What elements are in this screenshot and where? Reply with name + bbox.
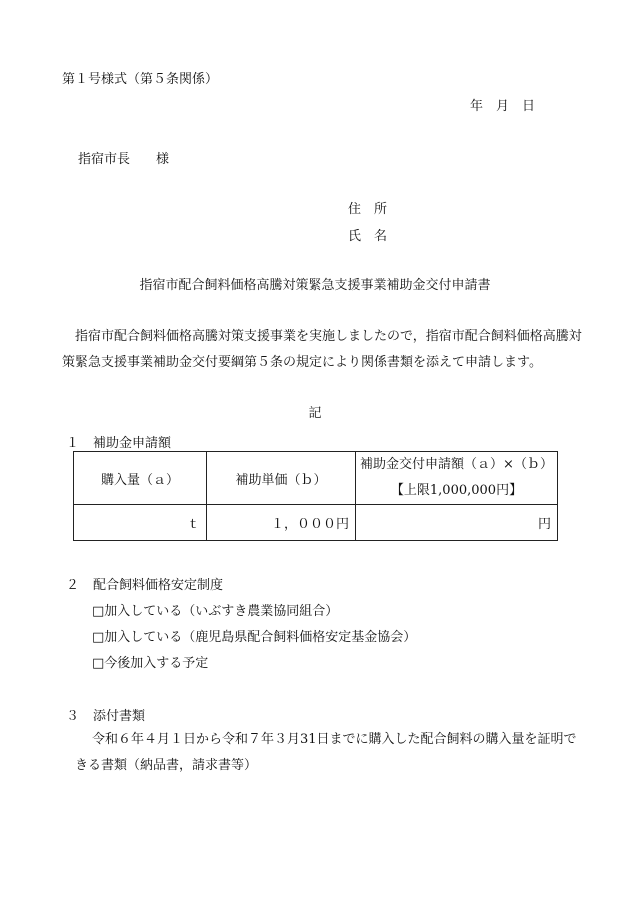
- address-label: 住 所: [348, 202, 388, 217]
- option-plan-to-join[interactable]: □今後加入する予定: [92, 656, 209, 671]
- section2-number: ２: [66, 578, 80, 593]
- section3-heading: [66, 705, 145, 724]
- date-line: 年 月 日: [470, 99, 536, 114]
- header-unit-price: 補助単価（ｂ）: [207, 452, 356, 505]
- body-paragraph-text: 指宿市配合飼料価格高騰対策支援事業を実施しましたので，指宿市配合飼料価格高騰対策緊急支援事業補助金交付要綱第５条の規定により関係書類を添えて申請します。: [62, 329, 582, 370]
- cell-unit-price: １，０００円: [207, 505, 356, 541]
- name-label: 氏 名: [348, 229, 388, 244]
- header-application-formula: 補助金交付申請額（ａ）×（ｂ）: [360, 457, 553, 472]
- header-application-amount: [356, 452, 558, 505]
- attachments-text: 令和６年４月１日から令和７年３月31日までに購入した配合飼料の購入量を証明できる書類（納品書，請求書等）: [75, 732, 577, 773]
- section1-title: 補助金申請額: [93, 436, 172, 451]
- table-value-row: [74, 505, 558, 541]
- section1-heading: [66, 432, 171, 451]
- option-member-kagoshima-fund[interactable]: □加入している（鹿児島県配合飼料価格安定基金協会）: [92, 630, 417, 645]
- document-title: 指宿市配合飼料価格高騰対策緊急支援事業補助金交付申請書: [139, 278, 491, 293]
- attachments-description: [75, 727, 585, 779]
- body-paragraph: [62, 324, 582, 376]
- ki-marker: 記: [308, 406, 322, 421]
- cell-purchase-amount: ｔ: [74, 505, 207, 541]
- header-application-limit: 【上限1,000,000円】: [390, 483, 523, 498]
- section3-number: ３: [66, 709, 80, 724]
- form-number: 第１号様式（第５条関係）: [62, 72, 219, 87]
- header-purchase-amount: 購入量（ａ）: [74, 452, 207, 505]
- table-header-row: [74, 452, 558, 505]
- section3-title: 添付書類: [93, 709, 146, 724]
- section2-heading: [66, 574, 223, 593]
- cell-application-amount: 円: [356, 505, 558, 541]
- subsidy-table: [73, 451, 558, 541]
- option-member-ja-ibusuki[interactable]: □加入している（いぶすき農業協同組合）: [92, 604, 339, 619]
- section1-number: １: [66, 436, 80, 451]
- section2-title: 配合飼料価格安定制度: [93, 578, 224, 593]
- addressee: 指宿市長 様: [78, 152, 170, 167]
